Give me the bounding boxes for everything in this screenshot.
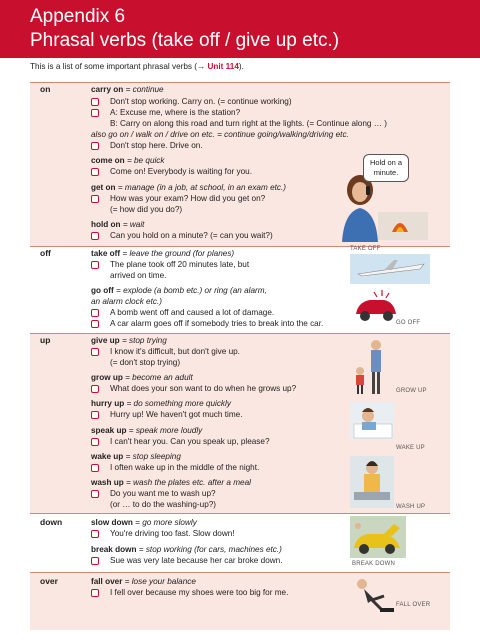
- section-label-on: on: [40, 84, 51, 94]
- entry-give-up: give up = stop trying: [91, 336, 167, 345]
- phone-woman-illustration: [330, 172, 430, 242]
- fall-over-illustration: [350, 574, 396, 618]
- example: A bomb went off and caused a lot of damage.: [110, 308, 275, 317]
- example: A car alarm goes off if somebody tries to break into the car.: [110, 319, 324, 328]
- bullet-box: [91, 195, 99, 203]
- example: Don't stop working. Carry on. (= continue working): [110, 97, 292, 106]
- example: You're driving too fast. Slow down!: [110, 529, 235, 538]
- bullet-box: [91, 142, 99, 150]
- example: B: Carry on along this road and turn right at the lights. (= Continue along … ): [110, 119, 387, 128]
- example: Do you want me to wash up?: [110, 489, 216, 498]
- section-label-up: up: [40, 335, 51, 345]
- bullet-box: [91, 490, 99, 498]
- speech-bubble: Hold on a minute.: [363, 154, 409, 182]
- caption-wake-up: WAKE UP: [396, 445, 425, 451]
- rule: [30, 246, 450, 247]
- wake-up-illustration: [350, 402, 394, 440]
- example: (or … to do the washing-up?): [110, 500, 217, 509]
- example: Hurry up! We haven't got much time.: [110, 410, 243, 419]
- example: I often wake up in the middle of the night.: [110, 463, 260, 472]
- bullet-box: [91, 98, 99, 106]
- example: (= don't stop trying): [110, 358, 181, 367]
- entry-hold-on: hold on = wait: [91, 220, 145, 229]
- example: Can you hold on a minute? (= can you wait?): [110, 231, 273, 240]
- example: The plane took off 20 minutes late, but: [110, 260, 250, 269]
- entry-go-off: go off = explode (a bomb etc.) or ring (an alarm,: [91, 286, 267, 295]
- entry-go-off-def: an alarm clock etc.): [91, 297, 162, 306]
- bullet-box: [91, 385, 99, 393]
- page-title-line1: Appendix 6: [30, 6, 126, 27]
- rule: [30, 82, 450, 83]
- section-label-off: off: [40, 248, 51, 258]
- page-title-line2: Phrasal verbs (take off / give up etc.): [30, 30, 340, 51]
- rule: [30, 333, 450, 334]
- example: arrived on time.: [110, 271, 167, 280]
- bullet-box: [91, 168, 99, 176]
- bullet-box: [91, 261, 99, 269]
- entry-get-on: get on = manage (in a job, at school, in an exam etc.): [91, 183, 287, 192]
- example: I can't hear you. Can you speak up, please?: [110, 437, 270, 446]
- caption-take-off: TAKE OFF: [350, 246, 381, 252]
- example: I fell over because my shoes were too big for me.: [110, 588, 289, 597]
- bullet-box: [91, 348, 99, 356]
- example: How was your exam? How did you get on?: [110, 194, 266, 203]
- grow-up-illustration: [350, 337, 390, 397]
- entry-take-off: take off = leave the ground (for planes): [91, 249, 235, 258]
- example: Come on! Everybody is waiting for you.: [110, 167, 252, 176]
- caption-fall-over: FALL OVER: [396, 602, 431, 608]
- entry-come-on: come on = be quick: [91, 156, 165, 165]
- example: (= how did you do?): [110, 205, 183, 214]
- entry-wake-up: wake up = stop sleeping: [91, 452, 181, 461]
- also-note: also go on / walk on / drive on etc. = continue going/walking/driving etc.: [91, 130, 349, 139]
- entry-grow-up: grow up = become an adult: [91, 373, 193, 382]
- example: Sue was very late because her car broke down.: [110, 556, 283, 565]
- bullet-box: [91, 320, 99, 328]
- bullet-box: [91, 109, 99, 117]
- caption-grow-up: GROW UP: [396, 388, 427, 394]
- entry-slow-down: slow down = go more slowly: [91, 518, 197, 527]
- example: Don't stop here. Drive on.: [110, 141, 203, 150]
- page-header: [0, 0, 480, 58]
- caption-go-off: GO OFF: [396, 320, 421, 326]
- example: What does your son want to do when he grows up?: [110, 384, 297, 393]
- intro-after: ).: [238, 62, 244, 71]
- entry-carry-on: carry on = continue: [91, 85, 164, 94]
- entry-fall-over: fall over = lose your balance: [91, 577, 196, 586]
- bullet-box: [91, 589, 99, 597]
- bullet-box: [91, 411, 99, 419]
- intro-before: This is a list of some important phrasal verbs (→: [30, 62, 208, 71]
- section-label-down: down: [40, 517, 63, 527]
- caption-wash-up: WASH UP: [396, 504, 426, 510]
- intro-text: [30, 62, 244, 71]
- bullet-box: [91, 557, 99, 565]
- example: A: Excuse me, where is the station?: [110, 108, 241, 117]
- bullet-box: [91, 464, 99, 472]
- section-label-over: over: [40, 576, 58, 586]
- plane-illustration: [350, 254, 430, 284]
- rule: [30, 513, 450, 514]
- entry-hurry-up: hurry up = do something more quickly: [91, 399, 231, 408]
- broken-car-illustration: [350, 516, 406, 558]
- rule: [30, 572, 450, 573]
- bullet-box: [91, 232, 99, 240]
- car-alarm-illustration: [352, 288, 400, 324]
- entry-wash-up: wash up = wash the plates etc. after a meal: [91, 478, 251, 487]
- entry-break-down: break down = stop working (for cars, machines etc.): [91, 545, 282, 554]
- wash-up-illustration: [350, 456, 394, 508]
- example: I know it's difficult, but don't give up.: [110, 347, 240, 356]
- bullet-box: [91, 309, 99, 317]
- entry-speak-up: speak up = speak more loudly: [91, 426, 203, 435]
- bullet-box: [91, 530, 99, 538]
- bullet-box: [91, 438, 99, 446]
- caption-break-down: BREAK DOWN: [352, 561, 396, 567]
- unit-link[interactable]: Unit 114: [207, 62, 239, 71]
